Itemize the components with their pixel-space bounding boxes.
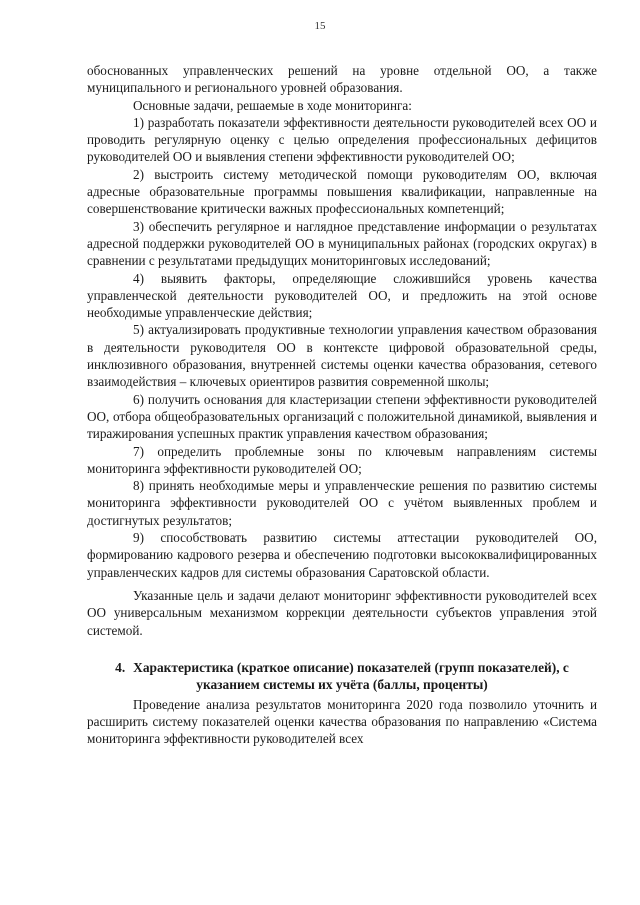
list-item-task-6: 6) получить основания для кластеризации степени эффективности руководителей ОО, отбора общеобразовательных организаций с положительной динамикой, выявления и тиражирования успешных практик управления качеством образования; [87, 391, 597, 442]
list-item-task-5: 5) актуализировать продуктивные технологии управления качеством образования в деятельности руководителя ОО в контексте цифровой образовательной среды, инклюзивного образования, внутренней системы оценки качества образования, сетевого взаимодействия – ключевых ориентиров развития современной школы; [87, 322, 597, 390]
page-number: 15 [314, 20, 326, 32]
list-item-task-8: 8) принять необходимые меры и управленческие решения по развитию системы мониторинга эффективности руководителей ОО с учётом выявленных проблем и достигнутых результатов; [87, 478, 597, 528]
paragraph-conclusion: Указанные цель и задачи делают мониторинг эффективности руководителей всех ОО универсальным механизмом коррекции деятельности субъектов управления этой системой. [87, 587, 597, 638]
list-item-task-9: 9) способствовать развитию системы аттестации руководителей ОО, формированию кадрового резерва и обеспечению подготовки высококвалифицированных управленческих кадров для системы образования Саратовской области. [87, 530, 597, 580]
document-body [87, 62, 597, 748]
list-item-task-7: 7) определить проблемные зоны по ключевым направлениям системы мониторинга эффективности руководителей ОО; [87, 443, 597, 476]
section-number: 4. [115, 659, 126, 675]
list-item-task-2: 2) выстроить систему методической помощи руководителям ОО, включая адресные образовательные программы повышения квалификации, направленные на совершенствование критически важных профессиональных компетенций; [87, 166, 597, 217]
paragraph-tasks-intro: Основные задачи, решаемые в ходе мониторинга: [133, 97, 412, 113]
section-heading [87, 659, 597, 694]
paragraph-section-start: Проведение анализа результатов мониторинга 2020 года позволило уточнить и расширить систему показателей оценки качества образования по направлению «Система мониторинга эффективности руководителей всех [87, 696, 597, 747]
list-item-task-1: 1) разработать показатели эффективности деятельности руководителей всех ОО и проводить регулярную оценку с целью определения профессиональных дефицитов руководителей ОО и выявления степени эффективности руководителей ОО; [87, 114, 597, 165]
list-item-task-4: 4) выявить факторы, определяющие сложившийся уровень качества управленческой деятельности руководителей ОО, и предложить на этой основе необходимые управленческие действия; [87, 270, 597, 321]
paragraph-intro-continuation: обоснованных управленческих решений на уровне отдельной ОО, а также муниципального и регионального уровней образования. [87, 63, 597, 96]
list-item-task-3: 3) обеспечить регулярное и наглядное представление информации о результатах адресной поддержки руководителей ОО в муниципальных районах (городских округах) в сравнении с результатами предыдущих мониторинговых исследований; [87, 218, 597, 269]
section-title: Характеристика (краткое описание) показателей (групп показателей), с указанием системы их учёта (баллы, проценты) [133, 659, 569, 693]
